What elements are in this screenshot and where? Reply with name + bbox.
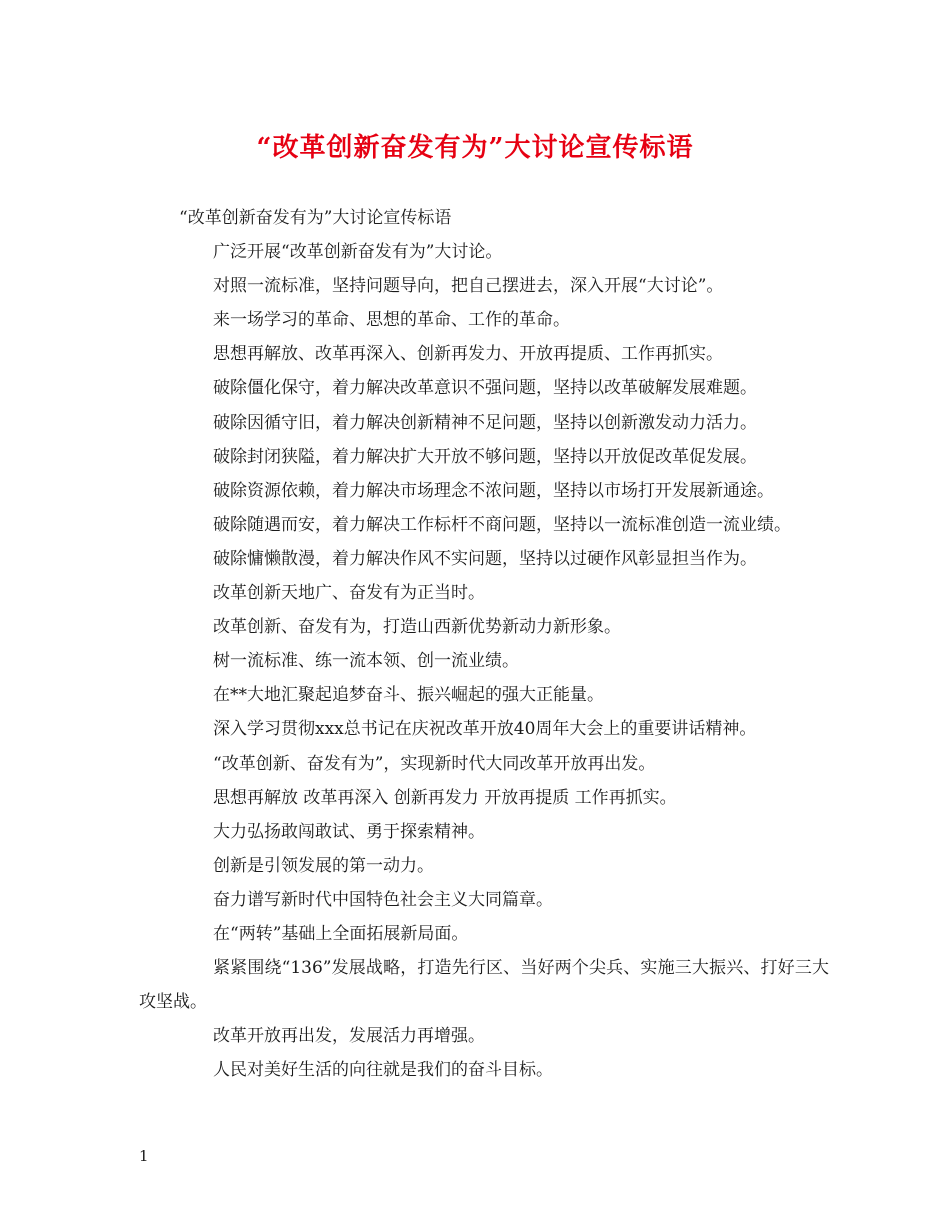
paragraph: 思想再解放、改革再深入、创新再发力、开放再提质、工作再抓实。 — [213, 344, 723, 365]
paragraph: 大力弘扬敢闯敢试、勇于探索精神。 — [213, 821, 485, 842]
paragraph: 广泛开展“改革创新奋发有为”大讨论。 — [213, 242, 503, 263]
paragraph: “改革创新奋发有为”大讨论宣传标语 — [179, 208, 452, 228]
paragraph: 破除随遇而安，着力解决工作标杆不商问题，坚持以一流标准创造一流业绩。 — [213, 514, 791, 535]
paragraph: 深入学习贯彻xxx总书记在庆祝改革开放40周年大会上的重要讲话精神。 — [213, 719, 757, 740]
paragraph: 改革创新、奋发有为，打造山西新优势新动力新形象。 — [213, 617, 621, 638]
paragraph: 来一场学习的革命、思想的革命、工作的革命。 — [213, 310, 570, 331]
paragraph: 创新是引领发展的第一动力。 — [213, 855, 434, 876]
paragraph: 思想再解放 改革再深入 创新再发力 开放再提质 工作再抓实。 — [213, 787, 677, 808]
paragraph: 破除慵懒散漫，着力解决作风不实问题，坚持以过硬作风彰显担当作为。 — [213, 548, 757, 569]
paragraph: 紧紧围绕“136”发展战略，打造先行区、当好两个尖兵、实施三大振兴、打好三大攻坚战。 — [139, 958, 829, 1013]
document-title: “改革创新奋发有为”大讨论宣传标语 — [256, 133, 694, 163]
paragraph: 树一流标准、练一流本领、创一流业绩。 — [213, 651, 519, 672]
paragraph: 在**大地汇聚起追梦奋斗、振兴崛起的强大正能量。 — [213, 685, 604, 706]
paragraph: 破除僵化保守，着力解决改革意识不强问题，坚持以改革破解发展难题。 — [213, 378, 757, 399]
page-number: 1 — [139, 1147, 149, 1165]
paragraph: 在“两转”基础上全面拓展新局面。 — [213, 923, 469, 944]
paragraph: 奋力谱写新时代中国特色社会主义大同篇章。 — [213, 889, 553, 910]
paragraph: 改革开放再出发，发展活力再增强。 — [213, 1026, 485, 1047]
paragraph: 改革创新天地广、奋发有为正当时。 — [213, 583, 485, 604]
paragraph: 对照一流标准，坚持问题导向，把自己摆进去，深入开展“大讨论”。 — [213, 276, 724, 297]
paragraph: 破除封闭狭隘，着力解决扩大开放不够问题，坚持以开放促改革促发展。 — [213, 446, 757, 467]
document-body — [139, 201, 829, 1087]
paragraph: 破除因循守旧，着力解决创新精神不足问题，坚持以创新激发动力活力。 — [213, 412, 757, 433]
paragraph: 破除资源依赖，着力解决市场理念不浓问题，坚持以市场打开发展新通途。 — [213, 480, 774, 501]
paragraph: 人民对美好生活的向往就是我们的奋斗目标。 — [213, 1060, 553, 1081]
paragraph: “改革创新、奋发有为”，实现新时代大同改革开放再出发。 — [213, 753, 656, 774]
